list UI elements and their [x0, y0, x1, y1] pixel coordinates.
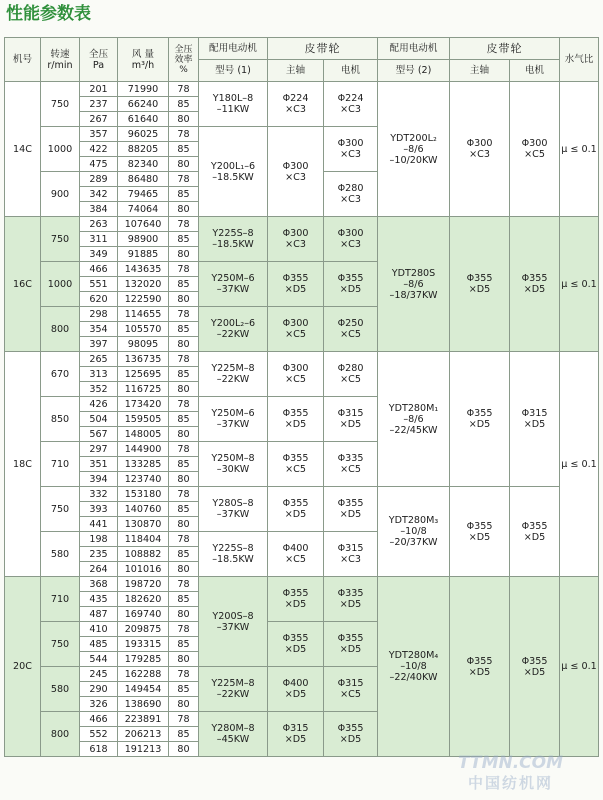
- efficiency-cell: 85: [169, 502, 199, 517]
- pulley-1-main-cell: Φ400 ×C5: [268, 532, 324, 577]
- motor-1-type-cell: Y225M–8 –22KW: [199, 667, 268, 712]
- pressure-cell: 342: [80, 187, 118, 202]
- flow-cell: 191213: [118, 742, 169, 757]
- flow-cell: 74064: [118, 202, 169, 217]
- header-pulley-1-main: 主轴: [268, 60, 324, 82]
- flow-cell: 162288: [118, 667, 169, 682]
- flow-cell: 82340: [118, 157, 169, 172]
- pressure-cell: 504: [80, 412, 118, 427]
- pulley-2-main-cell: Φ355 ×D5: [450, 217, 510, 352]
- pressure-cell: 354: [80, 322, 118, 337]
- motor-1-type-cell: Y200S–8 –37KW: [199, 577, 268, 667]
- pressure-cell: 201: [80, 82, 118, 97]
- efficiency-cell: 85: [169, 232, 199, 247]
- efficiency-cell: 85: [169, 97, 199, 112]
- pressure-cell: 410: [80, 622, 118, 637]
- pressure-cell: 544: [80, 652, 118, 667]
- flow-cell: 169740: [118, 607, 169, 622]
- header-motor-2-type: 型号 (2): [378, 60, 450, 82]
- pulley-1-main-cell: Φ300 ×C5: [268, 307, 324, 352]
- pulley-1-main-cell: Φ300 ×C5: [268, 352, 324, 397]
- pulley-1-motor-cell: Φ315 ×C5: [324, 667, 378, 712]
- flow-cell: 198720: [118, 577, 169, 592]
- efficiency-cell: 80: [169, 427, 199, 442]
- pressure-cell: 352: [80, 382, 118, 397]
- efficiency-cell: 80: [169, 382, 199, 397]
- pressure-cell: 618: [80, 742, 118, 757]
- motor-1-type-cell: Y250M–8 –30KW: [199, 442, 268, 487]
- flow-cell: 125695: [118, 367, 169, 382]
- speed-cell: 670: [41, 352, 80, 397]
- flow-cell: 132020: [118, 277, 169, 292]
- speed-cell: 1000: [41, 262, 80, 307]
- pressure-cell: 198: [80, 532, 118, 547]
- pulley-1-motor-cell: Φ315 ×C3: [324, 532, 378, 577]
- header-pulley-1-motor: 电机: [324, 60, 378, 82]
- motor-1-type-cell: Y250M–6 –37KW: [199, 262, 268, 307]
- pulley-1-motor-cell: Φ300 ×C3: [324, 127, 378, 172]
- flow-cell: 118404: [118, 532, 169, 547]
- pressure-cell: 435: [80, 592, 118, 607]
- speed-cell: 800: [41, 712, 80, 757]
- motor-1-type-cell: Y225S–8 –18.5KW: [199, 217, 268, 262]
- flow-cell: 206213: [118, 727, 169, 742]
- motor-1-type-cell: Y280S–8 –37KW: [199, 487, 268, 532]
- flow-cell: 209875: [118, 622, 169, 637]
- header-pressure: 全压 Pa: [80, 38, 118, 82]
- pulley-2-main-cell: Φ355 ×D5: [450, 352, 510, 487]
- table-row: [5, 217, 599, 232]
- pressure-cell: 422: [80, 142, 118, 157]
- pulley-1-motor-cell: Φ335 ×C5: [324, 442, 378, 487]
- flow-cell: 153180: [118, 487, 169, 502]
- flow-cell: 143635: [118, 262, 169, 277]
- pulley-2-main-cell: Φ300 ×C3: [450, 82, 510, 217]
- flow-cell: 88205: [118, 142, 169, 157]
- efficiency-cell: 78: [169, 82, 199, 97]
- model-number-cell: 20C: [5, 577, 41, 757]
- efficiency-cell: 85: [169, 187, 199, 202]
- pulley-2-motor-cell: Φ355 ×D5: [510, 577, 560, 757]
- speed-cell: 750: [41, 622, 80, 667]
- flow-cell: 107640: [118, 217, 169, 232]
- pulley-1-motor-cell: Φ280 ×C5: [324, 352, 378, 397]
- efficiency-cell: 78: [169, 307, 199, 322]
- pulley-1-main-cell: Φ315 ×D5: [268, 712, 324, 757]
- table-body: [5, 82, 599, 757]
- pressure-cell: 394: [80, 472, 118, 487]
- water-ratio-cell: μ ≤ 0.1: [560, 577, 599, 757]
- pulley-2-motor-cell: Φ355 ×D5: [510, 217, 560, 352]
- pulley-1-motor-cell: Φ280 ×C3: [324, 172, 378, 217]
- efficiency-cell: 78: [169, 532, 199, 547]
- speed-cell: 750: [41, 82, 80, 127]
- pressure-cell: 264: [80, 562, 118, 577]
- pressure-cell: 349: [80, 247, 118, 262]
- efficiency-cell: 78: [169, 397, 199, 412]
- efficiency-cell: 78: [169, 442, 199, 457]
- efficiency-cell: 78: [169, 217, 199, 232]
- flow-cell: 148005: [118, 427, 169, 442]
- pulley-1-motor-cell: Φ224 ×C3: [324, 82, 378, 127]
- efficiency-cell: 80: [169, 472, 199, 487]
- pulley-1-motor-cell: Φ335 ×D5: [324, 577, 378, 622]
- efficiency-cell: 78: [169, 487, 199, 502]
- efficiency-cell: 85: [169, 457, 199, 472]
- pressure-cell: 311: [80, 232, 118, 247]
- flow-cell: 133285: [118, 457, 169, 472]
- efficiency-cell: 85: [169, 682, 199, 697]
- efficiency-cell: 85: [169, 322, 199, 337]
- pulley-2-main-cell: Φ355 ×D5: [450, 577, 510, 757]
- efficiency-cell: 78: [169, 577, 199, 592]
- speed-cell: 900: [41, 172, 80, 217]
- pressure-cell: 551: [80, 277, 118, 292]
- pressure-cell: 289: [80, 172, 118, 187]
- speed-cell: 710: [41, 577, 80, 622]
- header-flow: 风 量 m³/h: [118, 38, 169, 82]
- flow-cell: 223891: [118, 712, 169, 727]
- motor-2-type-cell: YDT280M₁ –8/6 –22/45KW: [378, 352, 450, 487]
- header-pulley-2: 皮带轮: [450, 38, 560, 60]
- speed-cell: 850: [41, 397, 80, 442]
- motor-1-type-cell: Y200L₁–6 –18.5KW: [199, 127, 268, 217]
- pressure-cell: 298: [80, 307, 118, 322]
- flow-cell: 98900: [118, 232, 169, 247]
- efficiency-cell: 80: [169, 292, 199, 307]
- efficiency-cell: 78: [169, 667, 199, 682]
- watermark-text-cn: 中国纺机网: [468, 774, 554, 792]
- pulley-1-motor-cell: Φ250 ×C5: [324, 307, 378, 352]
- flow-cell: 173420: [118, 397, 169, 412]
- pressure-cell: 466: [80, 712, 118, 727]
- flow-cell: 108882: [118, 547, 169, 562]
- performance-parameter-table: [4, 37, 599, 757]
- motor-2-type-cell: YDT280M₄ –10/8 –22/40KW: [378, 577, 450, 757]
- flow-cell: 61640: [118, 112, 169, 127]
- header-water-ratio: 水气比: [560, 38, 599, 82]
- pressure-cell: 475: [80, 157, 118, 172]
- pulley-1-main-cell: Φ300 ×C3: [268, 217, 324, 262]
- motor-2-type-cell: YDT280S –8/6 –18/37KW: [378, 217, 450, 352]
- header-speed: 转速 r/min: [41, 38, 80, 82]
- speed-cell: 1000: [41, 127, 80, 172]
- pulley-1-motor-cell: Φ355 ×D5: [324, 487, 378, 532]
- pulley-1-main-cell: Φ355 ×D5: [268, 487, 324, 532]
- pulley-1-motor-cell: Φ355 ×D5: [324, 712, 378, 757]
- model-number-cell: 18C: [5, 352, 41, 577]
- pressure-cell: 397: [80, 337, 118, 352]
- pressure-cell: 267: [80, 112, 118, 127]
- flow-cell: 179285: [118, 652, 169, 667]
- flow-cell: 96025: [118, 127, 169, 142]
- flow-cell: 136735: [118, 352, 169, 367]
- flow-cell: 98095: [118, 337, 169, 352]
- header-pulley-2-main: 主轴: [450, 60, 510, 82]
- efficiency-cell: 80: [169, 247, 199, 262]
- pressure-cell: 441: [80, 517, 118, 532]
- efficiency-cell: 80: [169, 202, 199, 217]
- speed-cell: 800: [41, 307, 80, 352]
- flow-cell: 71990: [118, 82, 169, 97]
- efficiency-cell: 78: [169, 712, 199, 727]
- table-row: [5, 487, 599, 502]
- pulley-1-main-cell: Φ355 ×D5: [268, 397, 324, 442]
- water-ratio-cell: μ ≤ 0.1: [560, 217, 599, 352]
- efficiency-cell: 85: [169, 637, 199, 652]
- efficiency-cell: 80: [169, 157, 199, 172]
- pulley-2-main-cell: Φ355 ×D5: [450, 487, 510, 577]
- motor-2-type-cell: YDT200L₂ –8/6 –10/20KW: [378, 82, 450, 217]
- motor-1-type-cell: Y225S–8 –18.5KW: [199, 532, 268, 577]
- header-pulley-1: 皮带轮: [268, 38, 378, 60]
- pulley-1-motor-cell: Φ355 ×D5: [324, 622, 378, 667]
- table-row: [5, 82, 599, 97]
- pulley-2-motor-cell: Φ300 ×C5: [510, 82, 560, 217]
- flow-cell: 140760: [118, 502, 169, 517]
- flow-cell: 149454: [118, 682, 169, 697]
- efficiency-cell: 78: [169, 172, 199, 187]
- efficiency-cell: 80: [169, 742, 199, 757]
- model-number-cell: 16C: [5, 217, 41, 352]
- header-pulley-2-motor: 电机: [510, 60, 560, 82]
- flow-cell: 114655: [118, 307, 169, 322]
- pulley-1-main-cell: Φ355 ×C5: [268, 442, 324, 487]
- pressure-cell: 237: [80, 97, 118, 112]
- motor-1-type-cell: Y280M–8 –45KW: [199, 712, 268, 757]
- flow-cell: 193315: [118, 637, 169, 652]
- water-ratio-cell: μ ≤ 0.1: [560, 82, 599, 217]
- pressure-cell: 487: [80, 607, 118, 622]
- efficiency-cell: 80: [169, 337, 199, 352]
- speed-cell: 580: [41, 532, 80, 577]
- flow-cell: 182620: [118, 592, 169, 607]
- pulley-2-motor-cell: Φ355 ×D5: [510, 487, 560, 577]
- flow-cell: 122590: [118, 292, 169, 307]
- motor-1-type-cell: Y250M–6 –37KW: [199, 397, 268, 442]
- pulley-1-motor-cell: Φ300 ×C3: [324, 217, 378, 262]
- speed-cell: 580: [41, 667, 80, 712]
- flow-cell: 123740: [118, 472, 169, 487]
- pressure-cell: 485: [80, 637, 118, 652]
- flow-cell: 66240: [118, 97, 169, 112]
- pressure-cell: 567: [80, 427, 118, 442]
- pulley-2-motor-cell: Φ315 ×D5: [510, 352, 560, 487]
- pulley-1-main-cell: Φ355 ×D5: [268, 262, 324, 307]
- pressure-cell: 351: [80, 457, 118, 472]
- flow-cell: 101016: [118, 562, 169, 577]
- pressure-cell: 263: [80, 217, 118, 232]
- header-efficiency: 全压 效率 %: [169, 38, 199, 82]
- pressure-cell: 265: [80, 352, 118, 367]
- efficiency-cell: 80: [169, 517, 199, 532]
- efficiency-cell: 80: [169, 607, 199, 622]
- flow-cell: 105570: [118, 322, 169, 337]
- efficiency-cell: 85: [169, 142, 199, 157]
- pressure-cell: 245: [80, 667, 118, 682]
- flow-cell: 130870: [118, 517, 169, 532]
- pulley-1-motor-cell: Φ315 ×D5: [324, 397, 378, 442]
- pressure-cell: 620: [80, 292, 118, 307]
- speed-cell: 710: [41, 442, 80, 487]
- pulley-1-main-cell: Φ355 ×D5: [268, 622, 324, 667]
- pressure-cell: 357: [80, 127, 118, 142]
- watermark-text: TTMN.COM: [458, 753, 564, 773]
- speed-cell: 750: [41, 487, 80, 532]
- header-motor-2: 配用电动机: [378, 38, 450, 60]
- speed-cell: 750: [41, 217, 80, 262]
- efficiency-cell: 85: [169, 727, 199, 742]
- flow-cell: 79465: [118, 187, 169, 202]
- model-number-cell: 14C: [5, 82, 41, 217]
- pressure-cell: 235: [80, 547, 118, 562]
- flow-cell: 138690: [118, 697, 169, 712]
- table-row: [5, 577, 599, 592]
- pressure-cell: 426: [80, 397, 118, 412]
- pulley-1-main-cell: Φ355 ×D5: [268, 577, 324, 622]
- water-ratio-cell: μ ≤ 0.1: [560, 352, 599, 577]
- pressure-cell: 384: [80, 202, 118, 217]
- pressure-cell: 290: [80, 682, 118, 697]
- efficiency-cell: 78: [169, 622, 199, 637]
- header-motor-1: 配用电动机: [199, 38, 268, 60]
- efficiency-cell: 78: [169, 352, 199, 367]
- table-row: [5, 352, 599, 367]
- efficiency-cell: 78: [169, 262, 199, 277]
- motor-1-type-cell: Y180L–8 –11KW: [199, 82, 268, 127]
- efficiency-cell: 85: [169, 412, 199, 427]
- motor-2-type-cell: YDT280M₃ –10/8 –20/37KW: [378, 487, 450, 577]
- pressure-cell: 332: [80, 487, 118, 502]
- page-title: 性能参数表: [6, 4, 91, 24]
- pressure-cell: 326: [80, 697, 118, 712]
- header-motor-1-type: 型号 (1): [199, 60, 268, 82]
- flow-cell: 91885: [118, 247, 169, 262]
- pressure-cell: 368: [80, 577, 118, 592]
- header-model-no: 机号: [5, 38, 41, 82]
- flow-cell: 116725: [118, 382, 169, 397]
- pressure-cell: 393: [80, 502, 118, 517]
- flow-cell: 159505: [118, 412, 169, 427]
- pressure-cell: 466: [80, 262, 118, 277]
- pulley-1-motor-cell: Φ355 ×D5: [324, 262, 378, 307]
- efficiency-cell: 80: [169, 562, 199, 577]
- pulley-1-main-cell: Φ400 ×D5: [268, 667, 324, 712]
- efficiency-cell: 78: [169, 127, 199, 142]
- pulley-1-main-cell: Φ224 ×C3: [268, 82, 324, 127]
- pressure-cell: 313: [80, 367, 118, 382]
- efficiency-cell: 85: [169, 367, 199, 382]
- pulley-1-main-cell: Φ300 ×C3: [268, 127, 324, 217]
- pressure-cell: 297: [80, 442, 118, 457]
- efficiency-cell: 85: [169, 277, 199, 292]
- efficiency-cell: 80: [169, 652, 199, 667]
- motor-1-type-cell: Y200L₂–6 –22KW: [199, 307, 268, 352]
- efficiency-cell: 85: [169, 547, 199, 562]
- pressure-cell: 552: [80, 727, 118, 742]
- efficiency-cell: 80: [169, 112, 199, 127]
- flow-cell: 144900: [118, 442, 169, 457]
- efficiency-cell: 85: [169, 592, 199, 607]
- flow-cell: 86480: [118, 172, 169, 187]
- efficiency-cell: 80: [169, 697, 199, 712]
- motor-1-type-cell: Y225M–8 –22KW: [199, 352, 268, 397]
